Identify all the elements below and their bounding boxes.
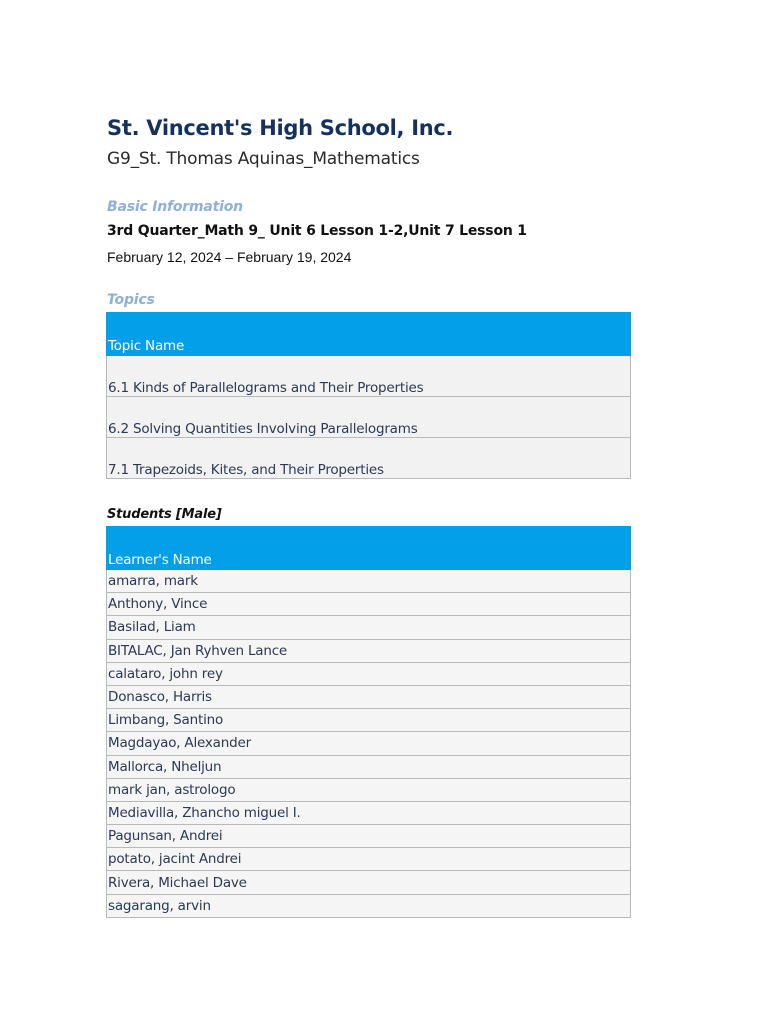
learner-name-cell: Rivera, Michael Dave xyxy=(107,871,631,894)
table-row xyxy=(107,732,631,755)
students-header-row xyxy=(107,527,631,570)
lesson-title: 3rd Quarter_Math 9_ Unit 6 Lesson 1-2,Unit 7 Lesson 1 xyxy=(107,223,527,239)
learner-name-column-header: Learner's Name xyxy=(107,527,631,570)
class-name: G9_St. Thomas Aquinas_Mathematics xyxy=(107,149,420,169)
table-row xyxy=(107,616,631,639)
topics-table xyxy=(106,312,631,479)
table-row xyxy=(107,871,631,894)
table-row xyxy=(107,778,631,801)
learner-name-cell: amarra, mark xyxy=(107,570,631,593)
topics-header-row xyxy=(107,313,631,356)
learner-name-cell: potato, jacint Andrei xyxy=(107,848,631,871)
table-row xyxy=(107,397,631,438)
topic-name-cell: 6.1 Kinds of Parallelograms and Their Properties xyxy=(107,356,631,397)
table-row xyxy=(107,755,631,778)
table-row xyxy=(107,570,631,593)
learner-name-cell: Donasco, Harris xyxy=(107,685,631,708)
learner-name-cell: mark jan, astrologo xyxy=(107,778,631,801)
topic-name-column-header: Topic Name xyxy=(107,313,631,356)
date-range: February 12, 2024 – February 19, 2024 xyxy=(107,249,352,265)
learner-name-cell: Magdayao, Alexander xyxy=(107,732,631,755)
table-row xyxy=(107,593,631,616)
table-row xyxy=(107,356,631,397)
learner-name-cell: Mediavilla, Zhancho miguel I. xyxy=(107,801,631,824)
table-row xyxy=(107,438,631,479)
topics-label: Topics xyxy=(107,292,155,308)
learner-name-cell: calataro, john rey xyxy=(107,662,631,685)
table-row xyxy=(107,825,631,848)
table-row xyxy=(107,894,631,917)
table-row xyxy=(107,848,631,871)
learner-name-cell: Pagunsan, Andrei xyxy=(107,825,631,848)
topic-name-cell: 6.2 Solving Quantities Involving Parallelograms xyxy=(107,397,631,438)
topics-body xyxy=(107,356,631,479)
students-male-label: Students [Male] xyxy=(107,507,222,522)
learner-name-cell: Anthony, Vince xyxy=(107,593,631,616)
learner-name-cell: BITALAC, Jan Ryhven Lance xyxy=(107,639,631,662)
table-row xyxy=(107,801,631,824)
students-body xyxy=(107,570,631,918)
learner-name-cell: sagarang, arvin xyxy=(107,894,631,917)
learner-name-cell: Mallorca, Nheljun xyxy=(107,755,631,778)
table-row xyxy=(107,639,631,662)
table-row xyxy=(107,709,631,732)
basic-information-label: Basic Information xyxy=(107,199,243,215)
topic-name-cell: 7.1 Trapezoids, Kites, and Their Properties xyxy=(107,438,631,479)
table-row xyxy=(107,685,631,708)
table-row xyxy=(107,662,631,685)
school-name: St. Vincent's High School, Inc. xyxy=(107,116,454,140)
learner-name-cell: Limbang, Santino xyxy=(107,709,631,732)
learner-name-cell: Basilad, Liam xyxy=(107,616,631,639)
students-table xyxy=(106,526,631,918)
